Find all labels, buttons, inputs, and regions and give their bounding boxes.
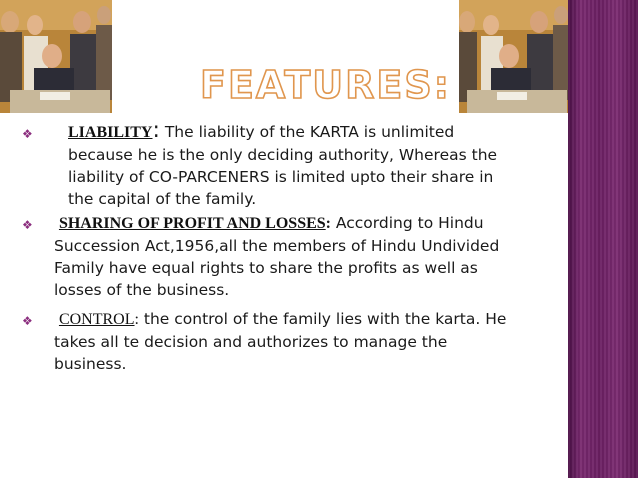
bullet-term: LIABILITY	[68, 124, 153, 141]
bullet-colon: :	[134, 311, 139, 328]
people-photo-left	[0, 0, 112, 113]
bullet-colon: :	[152, 118, 160, 143]
bullet-term: SHARING OF PROFIT AND LOSSES	[58, 215, 326, 232]
diamond-bullet-icon: ❖	[22, 314, 33, 328]
diamond-bullet-icon: ❖	[22, 218, 33, 232]
bullet-term: CONTROL	[58, 311, 135, 328]
bullet-text: The liability of the KARTA is unlimited because he is the only deciding authority, Whereas the liability of CO-PARCENERS is limited upto their share in the capital of the family.	[68, 123, 498, 208]
slide-title: FEATURES:	[200, 63, 451, 107]
people-photo-right	[459, 0, 569, 113]
bullet-text: According to Hindu Succession Act,1956,all the members of Hindu Undivided Family have equal rights to share the profits as well as losses of the business.	[54, 214, 500, 299]
bullet-liability	[68, 118, 518, 210]
bullet-colon: :	[325, 215, 331, 232]
bullet-control	[54, 308, 522, 375]
decorative-stripe	[568, 0, 638, 478]
bullet-text: the control of the family lies with the karta. He takes all te decision and authorizes to manage the business.	[54, 310, 507, 373]
diamond-bullet-icon: ❖	[22, 127, 33, 141]
bullet-sharing	[54, 212, 522, 301]
